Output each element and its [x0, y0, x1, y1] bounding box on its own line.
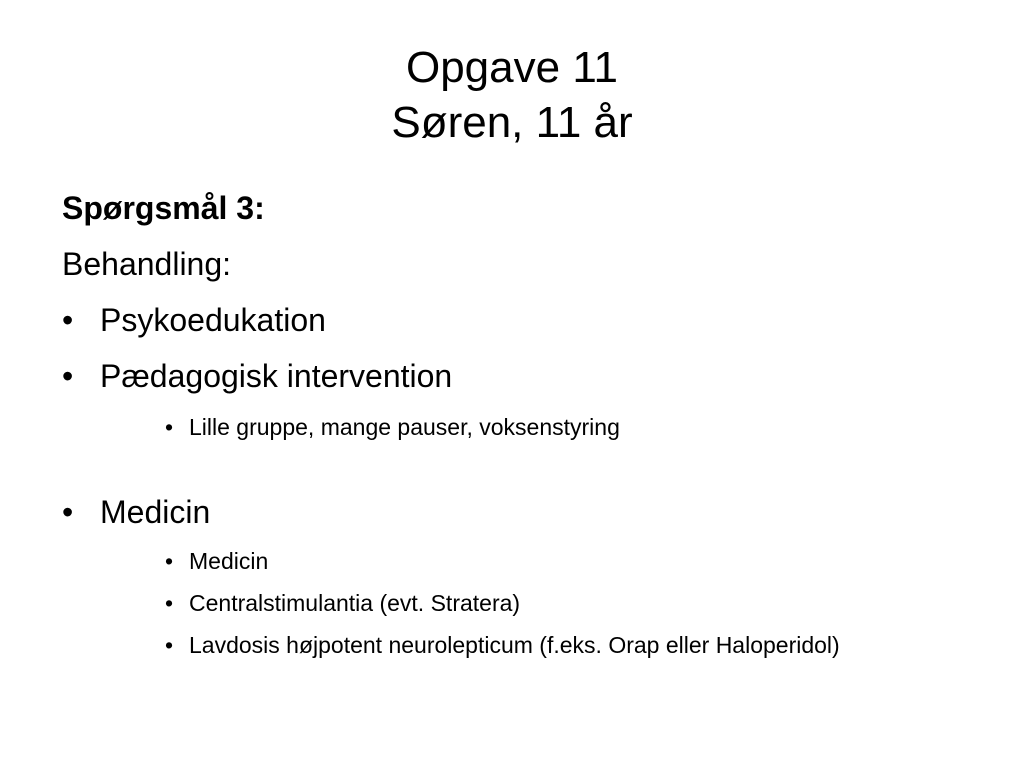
- bullet-label: Medicin: [100, 494, 211, 530]
- bullet-item-paedagogisk: [62, 356, 962, 396]
- bullet-icon: •: [62, 494, 74, 530]
- spacer: [62, 454, 962, 492]
- bullet-label: Psykoedukation: [100, 302, 326, 338]
- sub-bullet-icon: •: [165, 632, 174, 658]
- sub-bullet-label: Centralstimulantia (evt. Stratera): [189, 590, 521, 616]
- bullet-label: Pædagogisk intervention: [100, 358, 453, 394]
- slide-body: [62, 188, 962, 672]
- sub-bullet-item: [62, 588, 849, 618]
- slide-title: [0, 40, 1024, 150]
- bullet-icon: •: [62, 358, 74, 394]
- sub-bullet-icon: •: [165, 590, 174, 616]
- bullet-icon: •: [62, 302, 74, 338]
- treatment-heading: Behandling:: [62, 246, 232, 282]
- title-line-2: Søren, 11 år: [391, 98, 633, 147]
- sub-bullet-item: [62, 546, 849, 576]
- sub-bullet-label: Lavdosis højpotent neurolepticum (f.eks. Orap eller Haloperidol): [189, 632, 840, 658]
- sub-bullet-item: [62, 412, 849, 442]
- sub-bullet-icon: •: [165, 548, 174, 574]
- sub-bullet-label: Lille gruppe, mange pauser, voksenstyring: [189, 414, 620, 440]
- bullet-item-psykoedukation: [62, 300, 962, 340]
- sub-bullet-icon: •: [165, 414, 174, 440]
- sub-bullet-label: Medicin: [189, 548, 269, 574]
- title-line-1: Opgave 11: [405, 43, 618, 92]
- sub-bullet-item: [62, 630, 849, 660]
- bullet-item-medicin: [62, 492, 962, 532]
- question-heading: Spørgsmål 3:: [62, 190, 265, 226]
